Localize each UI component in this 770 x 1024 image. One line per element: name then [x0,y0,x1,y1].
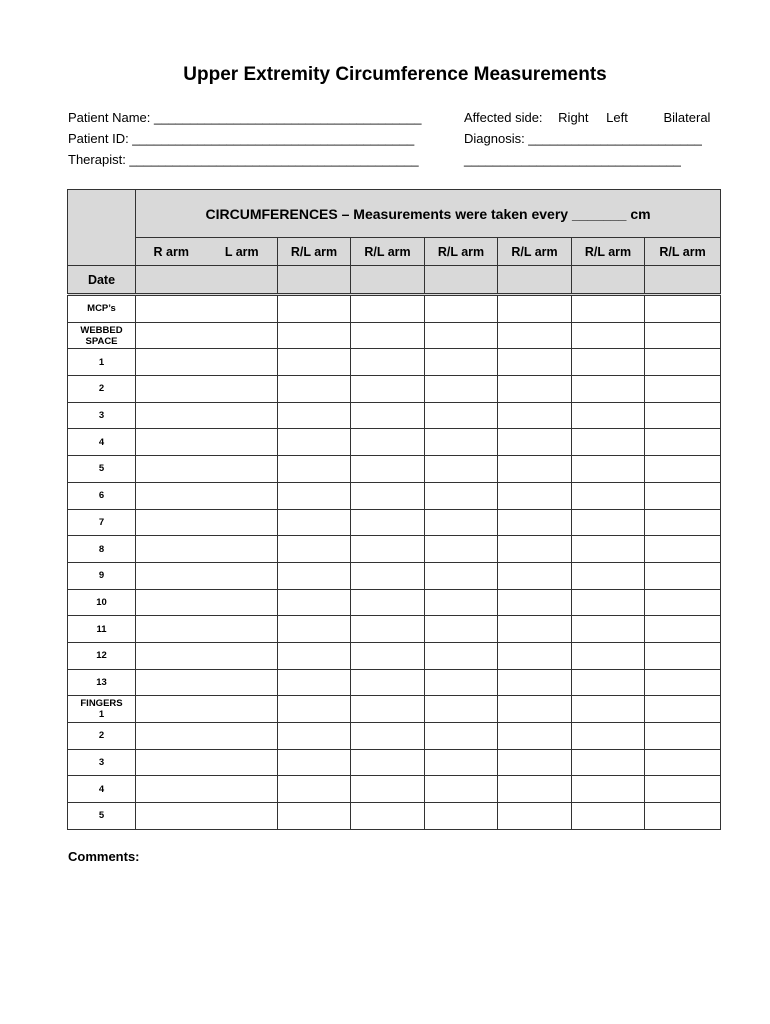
measurement-cell[interactable] [278,669,351,696]
table-row [68,803,721,830]
measurement-cell[interactable] [498,696,572,723]
measurement-cell[interactable] [572,509,645,536]
measurement-cell[interactable] [425,402,498,429]
side-option-bilateral[interactable]: Bilateral [663,110,711,125]
patient-name-field[interactable]: Patient Name: _____________________________________ [68,110,422,125]
measurement-cell[interactable] [572,803,645,830]
measurement-cell[interactable] [572,322,645,349]
date-label: Date [68,266,136,295]
row-label: FINGERS 1 [68,696,136,723]
measurement-cell[interactable] [645,295,721,323]
measurement-cell[interactable] [136,322,278,349]
measurement-cell[interactable] [498,295,572,323]
measurement-cell[interactable] [351,696,425,723]
measurement-cell[interactable] [645,669,721,696]
table-row [68,295,721,323]
measurement-cell[interactable] [425,536,498,563]
measurement-cell[interactable] [498,322,572,349]
measurement-cell[interactable] [136,642,278,669]
diagnosis-field-line2[interactable]: ______________________________ [464,152,681,167]
row-label: MCP’s [68,295,136,323]
measurement-cell[interactable] [498,749,572,776]
measurement-cell[interactable] [136,696,278,723]
column-header: R/L arm [498,238,572,266]
measurement-cell[interactable] [572,642,645,669]
measurement-cell[interactable] [425,669,498,696]
measurement-cell[interactable] [645,803,721,830]
row-label: 10 [68,589,136,616]
measurement-cell[interactable] [425,749,498,776]
date-cell[interactable] [498,266,572,295]
table-row [68,723,721,750]
measurement-cell[interactable] [645,482,721,509]
row-label: 5 [68,456,136,483]
row-label: 7 [68,509,136,536]
column-header: R/L arm [572,238,645,266]
measurement-cell[interactable] [351,402,425,429]
measurement-cell[interactable] [278,803,351,830]
measurement-cell[interactable] [136,589,278,616]
table-row [68,402,721,429]
date-cell[interactable] [645,266,721,295]
measurement-cell[interactable] [645,696,721,723]
table-row [68,456,721,483]
measurement-cell[interactable] [136,669,278,696]
measurement-cell[interactable] [645,536,721,563]
measurement-cell[interactable] [425,803,498,830]
row-label: WEBBED SPACE [68,322,136,349]
measurement-cell[interactable] [425,696,498,723]
row-label: 5 [68,803,136,830]
measurement-cell[interactable] [351,589,425,616]
measurement-cell[interactable] [572,376,645,403]
measurement-cell[interactable] [351,456,425,483]
column-header: R/L arm [645,238,721,266]
date-cell[interactable] [136,266,278,295]
measurement-cell[interactable] [645,723,721,750]
measurement-cell[interactable] [351,642,425,669]
measurement-cell[interactable] [351,562,425,589]
measurement-cell[interactable] [425,349,498,376]
measurement-cell[interactable] [136,376,278,403]
measurement-cell[interactable] [498,589,572,616]
measurement-cell[interactable] [136,509,278,536]
measurement-cell[interactable] [425,642,498,669]
measurement-cell[interactable] [572,669,645,696]
measurement-cell[interactable] [136,295,278,323]
row-label: 3 [68,749,136,776]
date-cell[interactable] [572,266,645,295]
measurement-cell[interactable] [645,616,721,643]
measurement-cell[interactable] [278,723,351,750]
measurement-cell[interactable] [498,669,572,696]
corner-cell [68,190,136,266]
measurement-cell[interactable] [572,482,645,509]
table-row [68,562,721,589]
measurement-cell[interactable] [425,322,498,349]
measurement-cell[interactable] [645,562,721,589]
measurement-cell[interactable] [425,456,498,483]
table-row [68,349,721,376]
measurement-cell[interactable] [136,456,278,483]
measurement-cell[interactable] [278,562,351,589]
measurement-cell[interactable] [278,402,351,429]
measurement-cell[interactable] [136,723,278,750]
measurement-cell[interactable] [498,723,572,750]
table-row [68,429,721,456]
row-label: 4 [68,429,136,456]
measurement-cell[interactable] [572,429,645,456]
measurement-cell[interactable] [278,536,351,563]
measurement-cell[interactable] [351,749,425,776]
measurement-table [67,189,721,830]
row-label: 9 [68,562,136,589]
measurement-cell[interactable] [351,616,425,643]
measurement-cell[interactable] [645,509,721,536]
table-row [68,776,721,803]
measurement-cell[interactable] [425,589,498,616]
measurement-cell[interactable] [572,295,645,323]
measurement-cell[interactable] [425,776,498,803]
measurement-cell[interactable] [136,482,278,509]
measurement-cell[interactable] [136,776,278,803]
measurement-cell[interactable] [136,616,278,643]
measurement-cell[interactable] [645,776,721,803]
measurement-cell[interactable] [351,536,425,563]
affected-side-line [464,107,710,128]
measurement-cell[interactable] [351,349,425,376]
table-row [68,669,721,696]
measurement-cell[interactable] [425,429,498,456]
measurement-cell[interactable] [645,429,721,456]
measurement-cell[interactable] [278,456,351,483]
measurement-cell[interactable] [572,536,645,563]
measurement-cell[interactable] [278,749,351,776]
measurement-cell[interactable] [351,509,425,536]
column-header: R/L arm [425,238,498,266]
measurement-cell[interactable] [351,669,425,696]
measurement-cell[interactable] [351,776,425,803]
measurement-cell[interactable] [645,322,721,349]
measurement-cell[interactable] [498,509,572,536]
measurement-cell[interactable] [136,429,278,456]
measurement-cell[interactable] [425,482,498,509]
measurement-cell[interactable] [278,349,351,376]
measurement-cell[interactable] [278,429,351,456]
table-row [68,482,721,509]
row-label: 12 [68,642,136,669]
table-row [68,749,721,776]
measurement-cell[interactable] [351,723,425,750]
measurement-cell[interactable] [572,562,645,589]
row-label: 11 [68,616,136,643]
measurement-cell[interactable] [136,562,278,589]
measurement-cell[interactable] [498,456,572,483]
measurement-cell[interactable] [425,723,498,750]
row-label: 3 [68,402,136,429]
measurement-cell[interactable] [498,616,572,643]
measurement-cell[interactable] [351,322,425,349]
measurement-cell[interactable] [136,749,278,776]
table-row [68,536,721,563]
measurement-cell[interactable] [645,349,721,376]
measurement-cell[interactable] [645,589,721,616]
measurement-cell[interactable] [498,402,572,429]
row-label: 2 [68,376,136,403]
measurement-cell[interactable] [572,723,645,750]
measurement-cell[interactable] [136,402,278,429]
measurement-cell[interactable] [572,349,645,376]
measurement-cell[interactable] [498,376,572,403]
row-label: 8 [68,536,136,563]
table-row [68,589,721,616]
measurement-cell[interactable] [278,376,351,403]
measurement-cell[interactable] [572,776,645,803]
row-label: 4 [68,776,136,803]
measurement-cell[interactable] [498,562,572,589]
measurement-cell[interactable] [136,803,278,830]
measurement-cell[interactable] [351,376,425,403]
row-label: 1 [68,349,136,376]
column-header-r-l-arm [136,238,278,266]
diagnosis-field[interactable]: Diagnosis: ________________________ [464,131,702,146]
measurement-cell[interactable] [278,295,351,323]
patient-id-field[interactable]: Patient ID: _______________________________________ [68,131,415,146]
measurement-cell[interactable] [498,429,572,456]
measurement-cell[interactable] [572,696,645,723]
measurement-cell[interactable] [351,482,425,509]
affected-side-label: Affected side: [464,110,543,125]
measurement-cell[interactable] [278,616,351,643]
measurement-cell[interactable] [498,776,572,803]
date-cell[interactable] [278,266,351,295]
measurement-cell[interactable] [498,642,572,669]
measurement-cell[interactable] [136,536,278,563]
patient-info [68,107,422,170]
measurement-cell[interactable] [278,642,351,669]
measurement-cell[interactable] [425,295,498,323]
therapist-field[interactable]: Therapist: ________________________________________ [68,152,419,167]
measurement-cell[interactable] [278,696,351,723]
measurement-cell[interactable] [498,349,572,376]
side-option-right[interactable]: Right [558,110,589,125]
measurement-cell[interactable] [278,322,351,349]
date-cell[interactable] [425,266,498,295]
measurement-cell[interactable] [572,456,645,483]
form-title: Upper Extremity Circumference Measurements [183,64,607,85]
diagnosis-info [464,107,710,170]
measurement-cell[interactable] [498,482,572,509]
measurement-cell[interactable] [645,749,721,776]
measurement-cell[interactable] [572,749,645,776]
row-label: 6 [68,482,136,509]
measurement-cell[interactable] [425,616,498,643]
column-header-r-arm: R arm [153,244,189,259]
measurement-cell[interactable] [351,429,425,456]
measurement-cell[interactable] [645,402,721,429]
measurement-cell[interactable] [498,803,572,830]
date-cell[interactable] [351,266,425,295]
measurement-cell[interactable] [278,776,351,803]
measurement-cell[interactable] [136,349,278,376]
column-header-l-arm: L arm [224,244,259,259]
measurement-cell[interactable] [351,295,425,323]
measurement-cell[interactable] [351,803,425,830]
comments-label: Comments: [68,849,140,864]
measurement-cell[interactable] [645,642,721,669]
table-row [68,642,721,669]
measurement-cell[interactable] [278,509,351,536]
table-row [68,322,721,349]
row-label: 13 [68,669,136,696]
measurement-cell[interactable] [278,482,351,509]
side-option-left[interactable]: Left [606,110,628,125]
measurement-cell[interactable] [425,509,498,536]
table-row [68,696,721,723]
row-label: 2 [68,723,136,750]
measurement-cell[interactable] [498,536,572,563]
measurement-cell[interactable] [645,376,721,403]
measurement-cell[interactable] [572,616,645,643]
measurement-cell[interactable] [645,456,721,483]
measurement-cell[interactable] [278,589,351,616]
column-header: R/L arm [351,238,425,266]
measurement-cell[interactable] [425,376,498,403]
measurement-cell[interactable] [572,402,645,429]
table-row [68,509,721,536]
table-row [68,616,721,643]
table-row [68,376,721,403]
circumferences-header: CIRCUMFERENCES – Measurements were taken every _______ cm [136,190,721,238]
measurement-cell[interactable] [572,589,645,616]
column-header: R/L arm [278,238,351,266]
measurement-cell[interactable] [425,562,498,589]
